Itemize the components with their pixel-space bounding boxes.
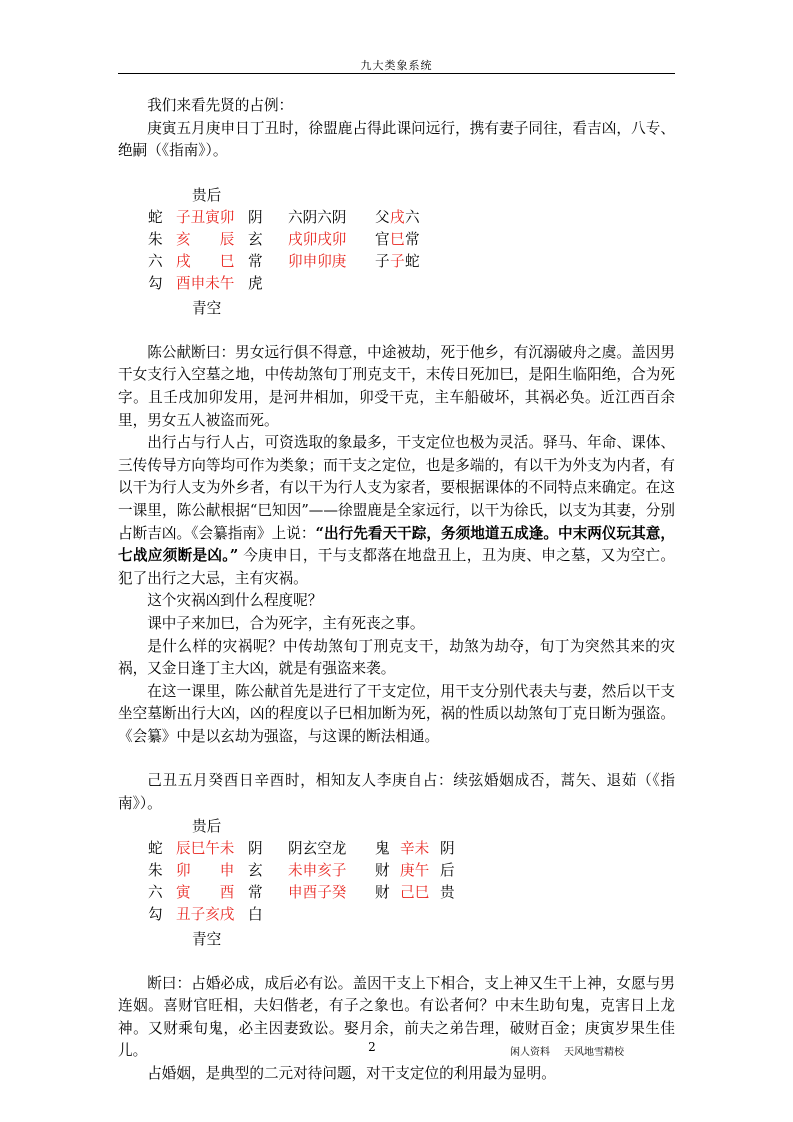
- general-cell: 蛇: [148, 839, 163, 857]
- paragraph: 我们来看先贤的占例：: [147, 97, 294, 114]
- paragraph: [118, 432, 675, 590]
- plate-cell: 卯 申: [176, 861, 235, 879]
- spacer: [118, 320, 675, 342]
- document-body: [118, 95, 675, 1086]
- transmission-branch: 己巳: [400, 883, 430, 901]
- plate-cell: 戌 巳: [176, 252, 235, 270]
- plate-cell: 辰巳午未: [176, 839, 235, 857]
- transmission-spirit: 常: [405, 230, 420, 248]
- chart-top-label: 贵后: [192, 186, 222, 204]
- transmission-branch: 庚午: [400, 861, 430, 879]
- plate-cell: 酉申未午: [176, 274, 235, 292]
- lesson-cell: 六阴六阴: [288, 208, 347, 226]
- lesson-cell: 卯申卯庚: [288, 252, 347, 270]
- page-number: 2: [368, 1040, 376, 1054]
- header-divider: [118, 73, 675, 74]
- general-cell: 常: [248, 252, 263, 270]
- transmission-spirit: 后: [440, 861, 455, 879]
- transmission-branch: 巳: [390, 230, 405, 248]
- chart-bottom-label: 青空: [192, 299, 222, 317]
- paragraph: 己丑五月癸酉日辛酉时，相知友人李庚自占：续弦婚姻成否，蒿矢、退茹（《指南》）。: [118, 772, 675, 813]
- spacer: [118, 951, 675, 973]
- general-cell: 阴: [248, 839, 263, 857]
- transmission-spirit: 六: [405, 208, 420, 226]
- general-cell: 勾: [148, 274, 163, 292]
- lesson-chart-2: [148, 816, 675, 929]
- general-cell: 蛇: [148, 208, 163, 226]
- relation-cell: 财: [375, 861, 390, 879]
- footer-note-left: 闲人资料: [510, 1047, 550, 1058]
- general-cell: 玄: [248, 230, 263, 248]
- plate-cell: 子丑寅卯: [176, 208, 235, 226]
- general-cell: 朱: [148, 861, 163, 879]
- general-cell: 玄: [248, 861, 263, 879]
- paragraph: 庚寅五月庚申日丁丑时，徐盟鹿占得此课问远行，携有妻子同往，看吉凶，八专、绝嗣（《指南》）。: [118, 119, 675, 160]
- footer-note-right: 天风地雪精校: [564, 1047, 624, 1058]
- lesson-cell: 申酉子癸: [288, 883, 347, 901]
- plate-cell: 亥 辰: [176, 230, 235, 248]
- lesson-cell: 未申亥子: [288, 861, 347, 879]
- spacer: [118, 163, 675, 185]
- spacer: [118, 748, 675, 770]
- plate-cell: 丑子亥戌: [176, 905, 235, 923]
- general-cell: 白: [248, 905, 263, 923]
- relation-cell: 官: [375, 230, 390, 248]
- paragraph-text: 今庚申日，干与支都落在地盘丑上，丑为庚、申之墓，又为空亡。犯了出行之大忌，主有灾祸。: [118, 547, 675, 587]
- transmission-branch: 子: [390, 252, 405, 270]
- paragraph: 陈公献断曰：男女远行俱不得意，中途被劫，死于他乡，有沉溺破舟之虞。盖因男干女支行入空墓之地，中传劫煞旬丁刑克支干，末传日死加巳，是阳生临阳绝，合为死字。且壬戌加卯发用，是河井相加，卯受干克，主车船破坏，其祸必奂。近江西百余里，男女五人被盗而死。: [118, 343, 675, 429]
- relation-cell: 鬼: [375, 839, 390, 857]
- lesson-cell: 阴玄空龙: [288, 839, 347, 857]
- relation-cell: 财: [375, 883, 390, 901]
- general-cell: 阴: [248, 208, 263, 226]
- quoted-verse: “出行先看天干踪，务须地道五成逢。中末两仪玩其意，七战应须断是凶。”: [118, 524, 676, 565]
- transmission-spirit: 阴: [440, 839, 455, 857]
- transmission-branch: 辛未: [400, 839, 430, 857]
- general-cell: 朱: [148, 230, 163, 248]
- relation-cell: 父: [375, 208, 390, 226]
- chart-bottom-label: 青空: [192, 930, 222, 948]
- transmission-branch: 戌: [390, 208, 405, 226]
- transmission-spirit: 蛇: [405, 252, 420, 270]
- transmission-spirit: 贵: [440, 883, 455, 901]
- general-cell: 虎: [248, 274, 263, 292]
- lesson-chart-1: [148, 185, 675, 298]
- general-cell: 六: [148, 883, 163, 901]
- general-cell: 六: [148, 252, 163, 270]
- footer-note: [510, 1043, 638, 1058]
- lesson-cell: 戌卯戌卯: [288, 230, 347, 248]
- paragraph: 这个灾祸凶到什么程度呢？: [147, 592, 323, 610]
- general-cell: 勾: [148, 905, 163, 923]
- paragraph: 是什么样的灾祸呢？中传劫煞旬丁刑克支干，劫煞为劫夺，旬丁为突然其来的灾祸，又金日逢丁主大凶，就是有强盗来袭。: [118, 637, 675, 678]
- paragraph-text: 出行占与行人占，可资选取的象最多，干支定位也极为灵活。驿马、年命、课体、三传传导方向等均可作为类象；而干支之定位，也是多端的，有以干为外支为内者，有以干为行人支为外乡者，有以干为行人支为家者，要根据课体的不同特点来确定。在这一课里，陈公献根据“巳知因”——徐盟鹿是全家远行，以干为徐氏，以支为其妻，分别占断吉凶。《会纂指南》上说：: [118, 434, 675, 542]
- paragraph: 在这一课里，陈公献首先是进行了干支定位，用干支分别代表夫与妻，然后以干支坐空墓断出行大凶，凶的程度以子巳相加断为死，祸的性质以劫煞旬丁克日断为强盗。《会纂》中是以玄劫为强盗，与这课的断法相通。: [118, 682, 675, 745]
- relation-cell: 子: [375, 252, 390, 270]
- general-cell: 常: [248, 883, 263, 901]
- paragraph: 断曰：占婚必成，成后必有讼。盖因干支上下相合，支上神又生干上神，女愿与男连姻。喜财官旺相，夫妇偕老，有子之象也。有讼者何？中末生助旬鬼，克害日上龙神。又财乘旬鬼，必主因妻致讼。娶月余，前夫之弟告理，破财百金；庚寅岁果生佳儿。: [118, 974, 675, 1060]
- paragraph: 课中子来加巳，合为死字，主有死丧之事。: [147, 614, 425, 632]
- plate-cell: 寅 酉: [176, 883, 235, 901]
- page-header-title: 九大类象系统: [360, 59, 433, 72]
- chart-top-label: 贵后: [192, 817, 222, 835]
- paragraph: 占婚姻，是典型的二元对待问题，对干支定位的利用最为显明。: [147, 1065, 556, 1083]
